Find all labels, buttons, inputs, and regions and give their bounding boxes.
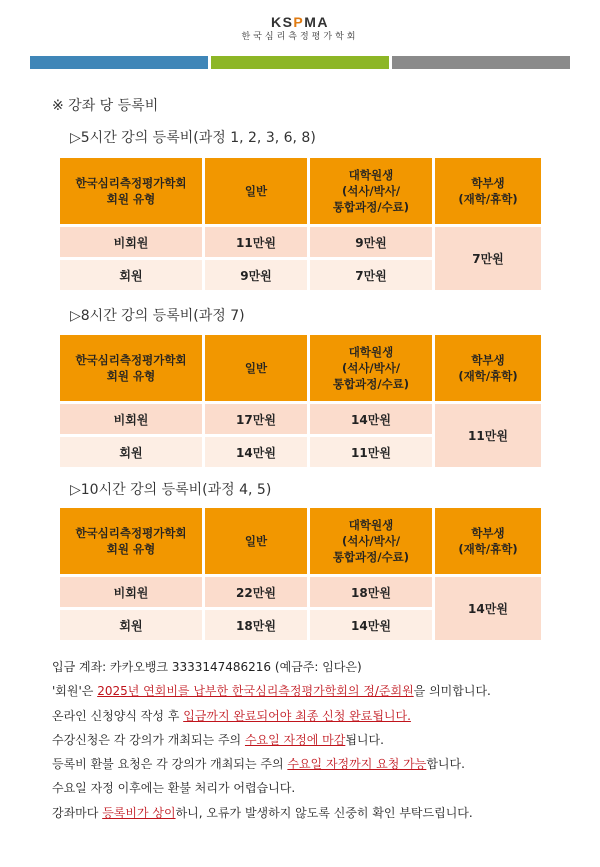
- fee-row: [60, 404, 541, 434]
- notes-section: [52, 655, 491, 825]
- kspma-logo: [0, 14, 600, 43]
- highlighted-note-text: 수요일 자정에 마감: [244, 732, 346, 747]
- header-color-bars: [30, 56, 570, 69]
- note-text: 등록비 환불 요청은 각 강의가 개최되는 주의: [52, 757, 288, 772]
- grad-fee-cell: 14만원: [310, 404, 432, 434]
- highlighted-note-text: 입금까지 완료되어야 최종 신청 완료됩니다.: [183, 708, 411, 723]
- note-line: [52, 655, 491, 679]
- general-header: 일반: [205, 335, 307, 401]
- fee-table: [57, 155, 544, 293]
- general-fee-cell: 18만원: [205, 610, 307, 640]
- logo-wordmark: [0, 14, 600, 30]
- note-text: 을 의미합니다.: [413, 684, 491, 699]
- grad-fee-cell: 9만원: [310, 227, 432, 257]
- member-type-cell: 회원: [60, 610, 202, 640]
- member-type-cell: 회원: [60, 437, 202, 467]
- general-fee-cell: 17만원: [205, 404, 307, 434]
- note-line: [52, 776, 491, 800]
- note-line: [52, 752, 491, 776]
- undergrad-fee-cell: 14만원: [435, 577, 541, 640]
- fee-table-title: ▷8시간 강의 등록비(과정 7): [70, 308, 245, 324]
- grad-fee-cell: 14만원: [310, 610, 432, 640]
- fee-row: [60, 227, 541, 257]
- general-fee-cell: 14만원: [205, 437, 307, 467]
- highlighted-note-text: 2025년 연회비를 납부한 한국심리측정평가학회의 정/준회원: [97, 684, 414, 699]
- note-line: [52, 801, 491, 825]
- note-text: 온라인 신청양식 작성 후: [52, 708, 184, 723]
- note-text: 수요일 자정 이후에는 환불 처리가 어렵습니다.: [52, 781, 296, 796]
- member-type-cell: 비회원: [60, 577, 202, 607]
- page-heading: ※ 강좌 당 등록비: [52, 98, 159, 114]
- member-type-header: 한국심리측정평가학회 회원 유형: [60, 508, 202, 574]
- note-line: [52, 728, 491, 752]
- undergrad-header: 학부생 (재학/휴학): [435, 158, 541, 224]
- logo-subtitle: 한국심리측정평가학회: [241, 32, 359, 42]
- note-text: 입금 계좌: 카카오뱅크 3333147486216 (예금주: 임다은): [52, 660, 362, 674]
- undergrad-fee-cell: 7만원: [435, 227, 541, 290]
- member-type-header: 한국심리측정평가학회 회원 유형: [60, 158, 202, 224]
- grad-header: 대학원생 (석사/박사/ 통합과정/수료): [310, 335, 432, 401]
- gray-bar: [392, 56, 570, 69]
- note-text: 수강신청은 각 강의가 개최되는 주의: [52, 732, 245, 747]
- member-type-header: 한국심리측정평가학회 회원 유형: [60, 335, 202, 401]
- note-text: 강좌마다: [52, 805, 103, 820]
- undergrad-header: 학부생 (재학/휴학): [435, 508, 541, 574]
- logo-text-post: MA: [304, 14, 330, 30]
- member-type-cell: 비회원: [60, 227, 202, 257]
- fee-table: [57, 332, 544, 470]
- general-header: 일반: [205, 158, 307, 224]
- undergrad-fee-cell: 11만원: [435, 404, 541, 467]
- logo-text-pre: KS: [270, 14, 294, 30]
- general-fee-cell: 22만원: [205, 577, 307, 607]
- highlighted-note-text: 수요일 자정까지 요청 가능: [287, 757, 427, 772]
- grad-fee-cell: 7만원: [310, 260, 432, 290]
- grad-fee-cell: 18만원: [310, 577, 432, 607]
- note-text: 하니, 오류가 발생하지 않도록 신중히 확인 부탁드립니다.: [175, 805, 473, 820]
- fee-table-title: ▷10시간 강의 등록비(과정 4, 5): [70, 482, 272, 498]
- header-row: [60, 335, 541, 401]
- general-fee-cell: 11만원: [205, 227, 307, 257]
- undergrad-header: 학부생 (재학/휴학): [435, 335, 541, 401]
- highlighted-note-text: 등록비가 상이: [102, 805, 176, 820]
- general-header: 일반: [205, 508, 307, 574]
- header-row: [60, 158, 541, 224]
- fee-table: [57, 505, 544, 643]
- grad-header: 대학원생 (석사/박사/ 통합과정/수료): [310, 158, 432, 224]
- note-text: 합니다.: [426, 757, 465, 772]
- fee-table-title: ▷5시간 강의 등록비(과정 1, 2, 3, 6, 8): [70, 130, 316, 146]
- grad-fee-cell: 11만원: [310, 437, 432, 467]
- note-line: [52, 704, 491, 728]
- green-bar: [211, 56, 389, 69]
- logo-text-accent: P: [293, 14, 305, 30]
- grad-header: 대학원생 (석사/박사/ 통합과정/수료): [310, 508, 432, 574]
- fee-row: [60, 577, 541, 607]
- header-row: [60, 508, 541, 574]
- note-line: [52, 679, 491, 703]
- general-fee-cell: 9만원: [205, 260, 307, 290]
- note-text: '회원'은: [52, 684, 98, 699]
- note-text: 됩니다.: [345, 732, 384, 747]
- member-type-cell: 비회원: [60, 404, 202, 434]
- blue-bar: [30, 56, 208, 69]
- member-type-cell: 회원: [60, 260, 202, 290]
